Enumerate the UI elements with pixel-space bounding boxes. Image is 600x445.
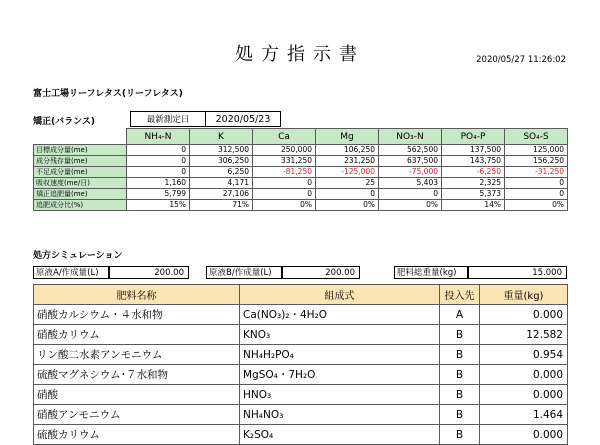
fertilizer-name: 硝酸 — [34, 385, 240, 405]
fertilizer-weight: 0.000 — [480, 425, 568, 445]
nutrient-cell: -81,250 — [253, 167, 316, 178]
latest-date-value: 2020/05/23 — [206, 112, 281, 127]
nutrient-row — [34, 145, 568, 156]
fertilizer-formula: MgSO₄・7H₂O — [240, 365, 440, 385]
balance-label: 矯正(バランス) — [33, 117, 95, 127]
fertilizer-row — [34, 305, 568, 325]
nutrient-column-header: NO₃-N — [379, 129, 442, 145]
nutrient-cell: 637,500 — [379, 156, 442, 167]
fertilizer-header-row — [34, 285, 568, 305]
fertilizer-target: B — [440, 325, 480, 345]
nutrient-cell: 0 — [505, 189, 568, 200]
nutrient-cell: 0 — [127, 156, 190, 167]
fertilizer-formula: KNO₃ — [240, 325, 440, 345]
latest-date-label: 最新測定日 — [131, 112, 206, 127]
fertilizer-name: 硫酸カリウム — [34, 425, 240, 445]
nutrient-row — [34, 189, 568, 200]
nutrient-cell: 106,250 — [316, 145, 379, 156]
nutrient-row-label: 吸収速度(me/日) — [34, 178, 127, 189]
nutrient-row — [34, 178, 568, 189]
fertilizer-weight: 0.954 — [480, 345, 568, 365]
fertilizer-row — [34, 345, 568, 365]
fertilizer-weight: 0.000 — [480, 305, 568, 325]
nutrient-cell: 137,500 — [442, 145, 505, 156]
nutrient-cell: 0 — [379, 189, 442, 200]
latest-date-box — [130, 111, 281, 127]
target-header: 投入先 — [440, 285, 480, 305]
fertilizer-weight: 0.000 — [480, 385, 568, 405]
fertilizer-name-header: 肥料名称 — [34, 285, 240, 305]
nutrient-cell: 0 — [505, 178, 568, 189]
nutrient-column-header: Mg — [316, 129, 379, 145]
total-weight-label: 肥料総重量(kg) — [394, 266, 468, 279]
fertilizer-name: 硝酸カルシウム・４水和物 — [34, 305, 240, 325]
fertilizer-weight: 1.464 — [480, 405, 568, 425]
solution-b-label: 原液B/作成量(L) — [206, 266, 282, 279]
fertilizer-row — [34, 325, 568, 345]
nutrient-cell: 0 — [253, 189, 316, 200]
nutrient-cell: 0 — [127, 167, 190, 178]
fertilizer-target: B — [440, 345, 480, 365]
fertilizer-table — [33, 284, 568, 445]
nutrient-column-header: NH₄-N — [127, 129, 190, 145]
weight-header: 重量(kg) — [480, 285, 568, 305]
fertilizer-row — [34, 385, 568, 405]
fertilizer-target: B — [440, 365, 480, 385]
nutrient-cell: 156,250 — [505, 156, 568, 167]
nutrient-cell: 0% — [253, 200, 316, 211]
timestamp: 2020/05/27 11:26:02 — [476, 55, 566, 65]
nutrient-cell: 71% — [190, 200, 253, 211]
nutrient-cell: 331,250 — [253, 156, 316, 167]
nutrient-cell: 125,000 — [505, 145, 568, 156]
nutrient-cell: 306,250 — [190, 156, 253, 167]
nutrient-cell: 6,250 — [190, 167, 253, 178]
nutrient-cell: 0 — [316, 189, 379, 200]
fertilizer-row — [34, 405, 568, 425]
nutrient-cell: 0 — [127, 145, 190, 156]
nutrient-cell: 562,500 — [379, 145, 442, 156]
nutrient-cell: 250,000 — [253, 145, 316, 156]
nutrient-cell: -75,000 — [379, 167, 442, 178]
fertilizer-formula: HNO₃ — [240, 385, 440, 405]
nutrient-cell: 0% — [316, 200, 379, 211]
nutrient-cell: 4,171 — [190, 178, 253, 189]
nutrient-row-label: 目標成分量(me) — [34, 145, 127, 156]
nutrient-cell: -125,000 — [316, 167, 379, 178]
nutrient-cell: 14% — [442, 200, 505, 211]
solution-b-volume-field[interactable]: 200.00 — [282, 266, 360, 279]
formula-header: 組成式 — [240, 285, 440, 305]
nutrient-row-label: 矯正追肥量(me) — [34, 189, 127, 200]
nutrient-cell: 0% — [505, 200, 568, 211]
nutrient-cell: 5,403 — [379, 178, 442, 189]
nutrient-cell: 1,160 — [127, 178, 190, 189]
fertilizer-row — [34, 365, 568, 385]
nutrient-cell: 2,325 — [442, 178, 505, 189]
solution-a-volume-field[interactable]: 200.00 — [109, 266, 189, 279]
fertilizer-weight: 0.000 — [480, 365, 568, 385]
nutrient-row-label: 追肥成分比(%) — [34, 200, 127, 211]
fertilizer-row — [34, 425, 568, 445]
nutrient-header-blank — [34, 129, 127, 145]
fertilizer-name: 硝酸カリウム — [34, 325, 240, 345]
nutrient-column-header: PO₄-P — [442, 129, 505, 145]
solution-a-label: 原液A/作成量(L) — [33, 266, 109, 279]
nutrient-cell: -6,250 — [442, 167, 505, 178]
fertilizer-name: 硫酸マグネシウム･７水和物 — [34, 365, 240, 385]
total-weight-field[interactable]: 15.000 — [468, 266, 567, 279]
nutrient-cell: 25 — [316, 178, 379, 189]
factory-name: 富士工場リーフレタス(リーフレタス) — [33, 89, 183, 99]
nutrient-cell: -31,250 — [505, 167, 568, 178]
fertilizer-target: A — [440, 305, 480, 325]
nutrient-cell: 143,750 — [442, 156, 505, 167]
fertilizer-name: リン酸二水素アンモニウム — [34, 345, 240, 365]
nutrient-row — [34, 200, 568, 211]
fertilizer-target: B — [440, 405, 480, 425]
fertilizer-weight: 12.582 — [480, 325, 568, 345]
fertilizer-formula: K₂SO₄ — [240, 425, 440, 445]
nutrient-cell: 0 — [253, 178, 316, 189]
nutrient-cell: 5,799 — [127, 189, 190, 200]
fertilizer-formula: Ca(NO₃)₂・4H₂O — [240, 305, 440, 325]
nutrient-cell: 15% — [127, 200, 190, 211]
nutrient-cell: 27,106 — [190, 189, 253, 200]
nutrient-cell: 5,373 — [442, 189, 505, 200]
nutrient-header-row — [34, 129, 568, 145]
nutrient-row-label: 不足成分量(me) — [34, 167, 127, 178]
nutrient-row-label: 成分残存量(me) — [34, 156, 127, 167]
fertilizer-formula: NH₄H₂PO₄ — [240, 345, 440, 365]
nutrient-column-header: SO₄-S — [505, 129, 568, 145]
fertilizer-target: B — [440, 425, 480, 445]
nutrient-table — [33, 128, 568, 211]
simulation-title: 処方シミュレーション — [33, 251, 123, 261]
fertilizer-formula: NH₄NO₃ — [240, 405, 440, 425]
page-title: 処方指示書 — [235, 44, 365, 65]
nutrient-column-header: Ca — [253, 129, 316, 145]
nutrient-row — [34, 156, 568, 167]
nutrient-cell: 0% — [379, 200, 442, 211]
fertilizer-name: 硝酸アンモニウム — [34, 405, 240, 425]
nutrient-column-header: K — [190, 129, 253, 145]
nutrient-row — [34, 167, 568, 178]
fertilizer-target: B — [440, 385, 480, 405]
nutrient-cell: 231,250 — [316, 156, 379, 167]
nutrient-cell: 312,500 — [190, 145, 253, 156]
